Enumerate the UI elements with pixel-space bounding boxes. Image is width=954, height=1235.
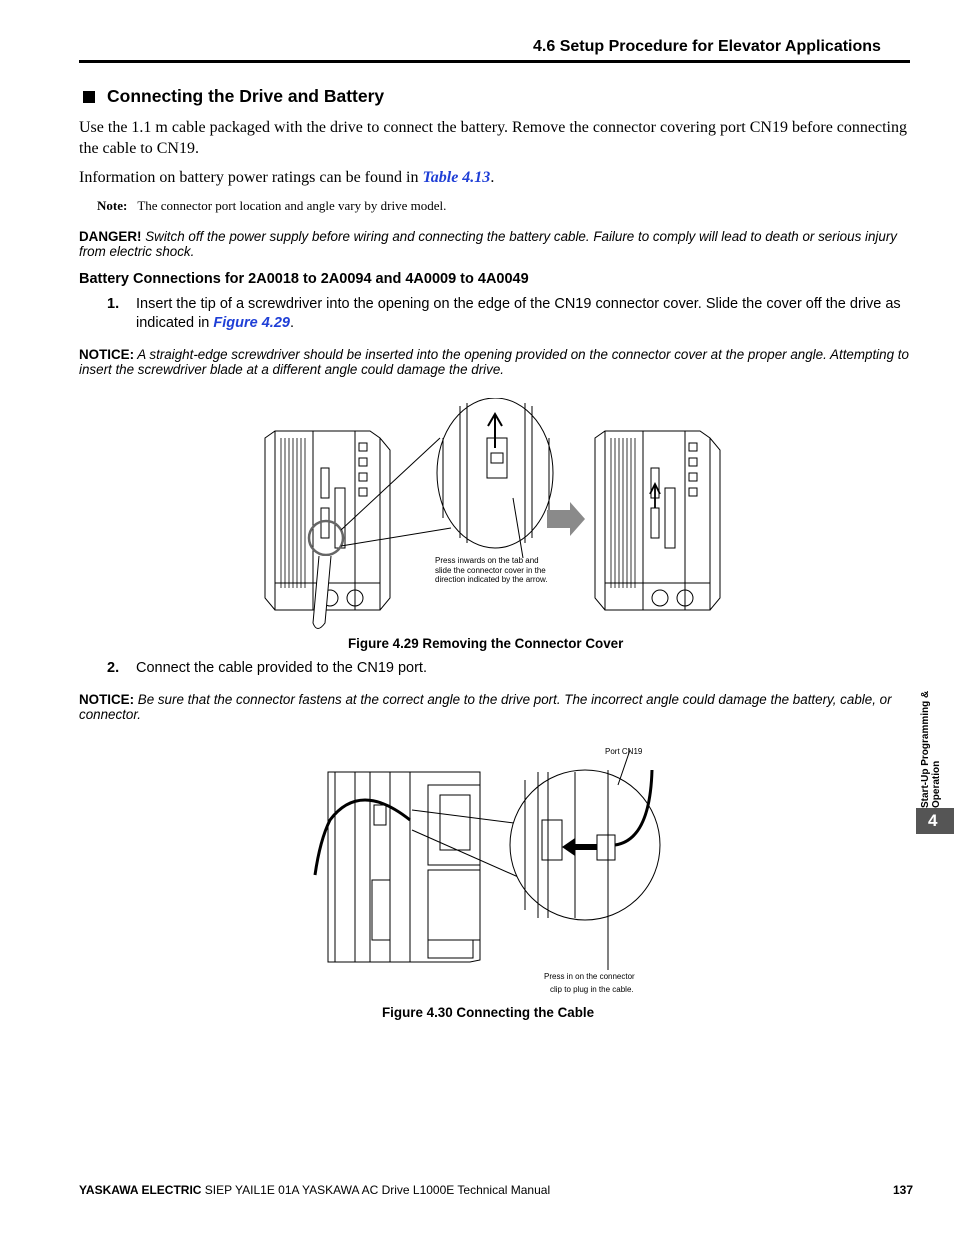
notice-connector-angle xyxy=(79,692,909,722)
chapter-side-label-text: Start-Up Programming & Operation xyxy=(920,690,942,808)
square-bullet-icon xyxy=(83,91,95,103)
ratings-paragraph-text: Information on battery power ratings can be found in xyxy=(79,169,423,186)
figure-2-annotation-line-2: clip to plug in the cable. xyxy=(550,985,634,994)
drive-after-illustration xyxy=(595,431,720,610)
gray-arrow-icon xyxy=(547,502,585,536)
notice-screwdriver xyxy=(79,347,909,377)
notice-2-label: NOTICE: xyxy=(79,692,135,707)
step-1-suffix: . xyxy=(289,315,294,331)
page-number: 137 xyxy=(893,1183,914,1197)
page-footer xyxy=(79,1183,550,1197)
notice-2-text: Be sure that the connector fastens at the correct angle to the drive port. The incorrect angle could damage the battery, cable, or connector. xyxy=(79,692,892,722)
figure-4-29-caption: Figure 4.29 Removing the Connector Cover xyxy=(348,636,624,651)
table-reference-link[interactable]: Table 4.13 xyxy=(422,169,491,186)
step-1-body: Insert the tip of a screwdriver into the opening on the edge of the CN19 connector cover. Slide the cover off the drive as indicated in xyxy=(136,296,901,331)
danger-label: DANGER! xyxy=(79,229,142,244)
cable-inset-magnifier xyxy=(510,750,660,970)
footer-brand: YASKAWA ELECTRIC xyxy=(79,1183,202,1197)
ratings-paragraph-suffix: . xyxy=(490,169,495,186)
section-heading xyxy=(83,86,384,107)
step-2-number: 2. xyxy=(107,660,120,676)
danger-text: Switch off the power supply before wiring and connecting the battery cable. Failure to comply will lead to death or serious injury from electric shock. xyxy=(79,229,897,259)
intro-paragraph: Use the 1.1 m cable packaged with the drive to connect the battery. Remove the connector covering port CN19 before connecting the cable to CN19. xyxy=(79,119,907,157)
figure-4-30-caption: Figure 4.30 Connecting the Cable xyxy=(382,1005,595,1020)
figure-1-annotation-line-1: Press inwards on the tab and xyxy=(435,556,539,565)
notice-1-label: NOTICE: xyxy=(79,347,135,362)
figure-4-29-link[interactable]: Figure 4.29 xyxy=(213,315,290,331)
page-header-title: 4.6 Setup Procedure for Elevator Applications xyxy=(533,38,881,55)
danger-warning xyxy=(79,229,909,259)
figure-4-30-illustration xyxy=(300,740,680,1000)
drive-with-cable-illustration xyxy=(315,772,530,962)
footer-doc-title: SIEP YAIL1E 01A YASKAWA AC Drive L1000E Technical Manual xyxy=(201,1183,551,1197)
notice-1-text: A straight-edge screwdriver should be inserted into the opening provided on the connector cover at the proper angle. Attempting to insert the screwdriver blade at a different angle could damage the drive. xyxy=(79,347,909,377)
header-rule xyxy=(79,60,910,63)
chapter-tab[interactable]: 4 xyxy=(916,808,954,834)
note-label: Note: xyxy=(97,198,128,213)
step-1-text xyxy=(136,295,910,333)
step-1-number: 1. xyxy=(107,296,120,312)
figure-1-annotation-line-2: slide the connector cover in the xyxy=(435,566,546,575)
drive-before-illustration xyxy=(265,431,390,629)
battery-connections-subheading: Battery Connections for 2A0018 to 2A0094 and 4A0009 to 4A0049 xyxy=(79,271,529,287)
section-heading-text: Connecting the Drive and Battery xyxy=(107,86,385,106)
step-2-text: Connect the cable provided to the CN19 port. xyxy=(136,660,427,676)
figure-4-29-illustration xyxy=(255,398,725,636)
note xyxy=(97,198,446,214)
ratings-paragraph xyxy=(79,167,494,188)
note-text: The connector port location and angle vary by drive model. xyxy=(137,198,447,213)
chapter-side-label xyxy=(916,668,944,808)
port-cn19-label: Port CN19 xyxy=(605,747,643,756)
figure-1-annotation-line-3: direction indicated by the arrow. xyxy=(435,575,548,584)
figure-2-annotation-line-1: Press in on the connector xyxy=(544,972,635,981)
